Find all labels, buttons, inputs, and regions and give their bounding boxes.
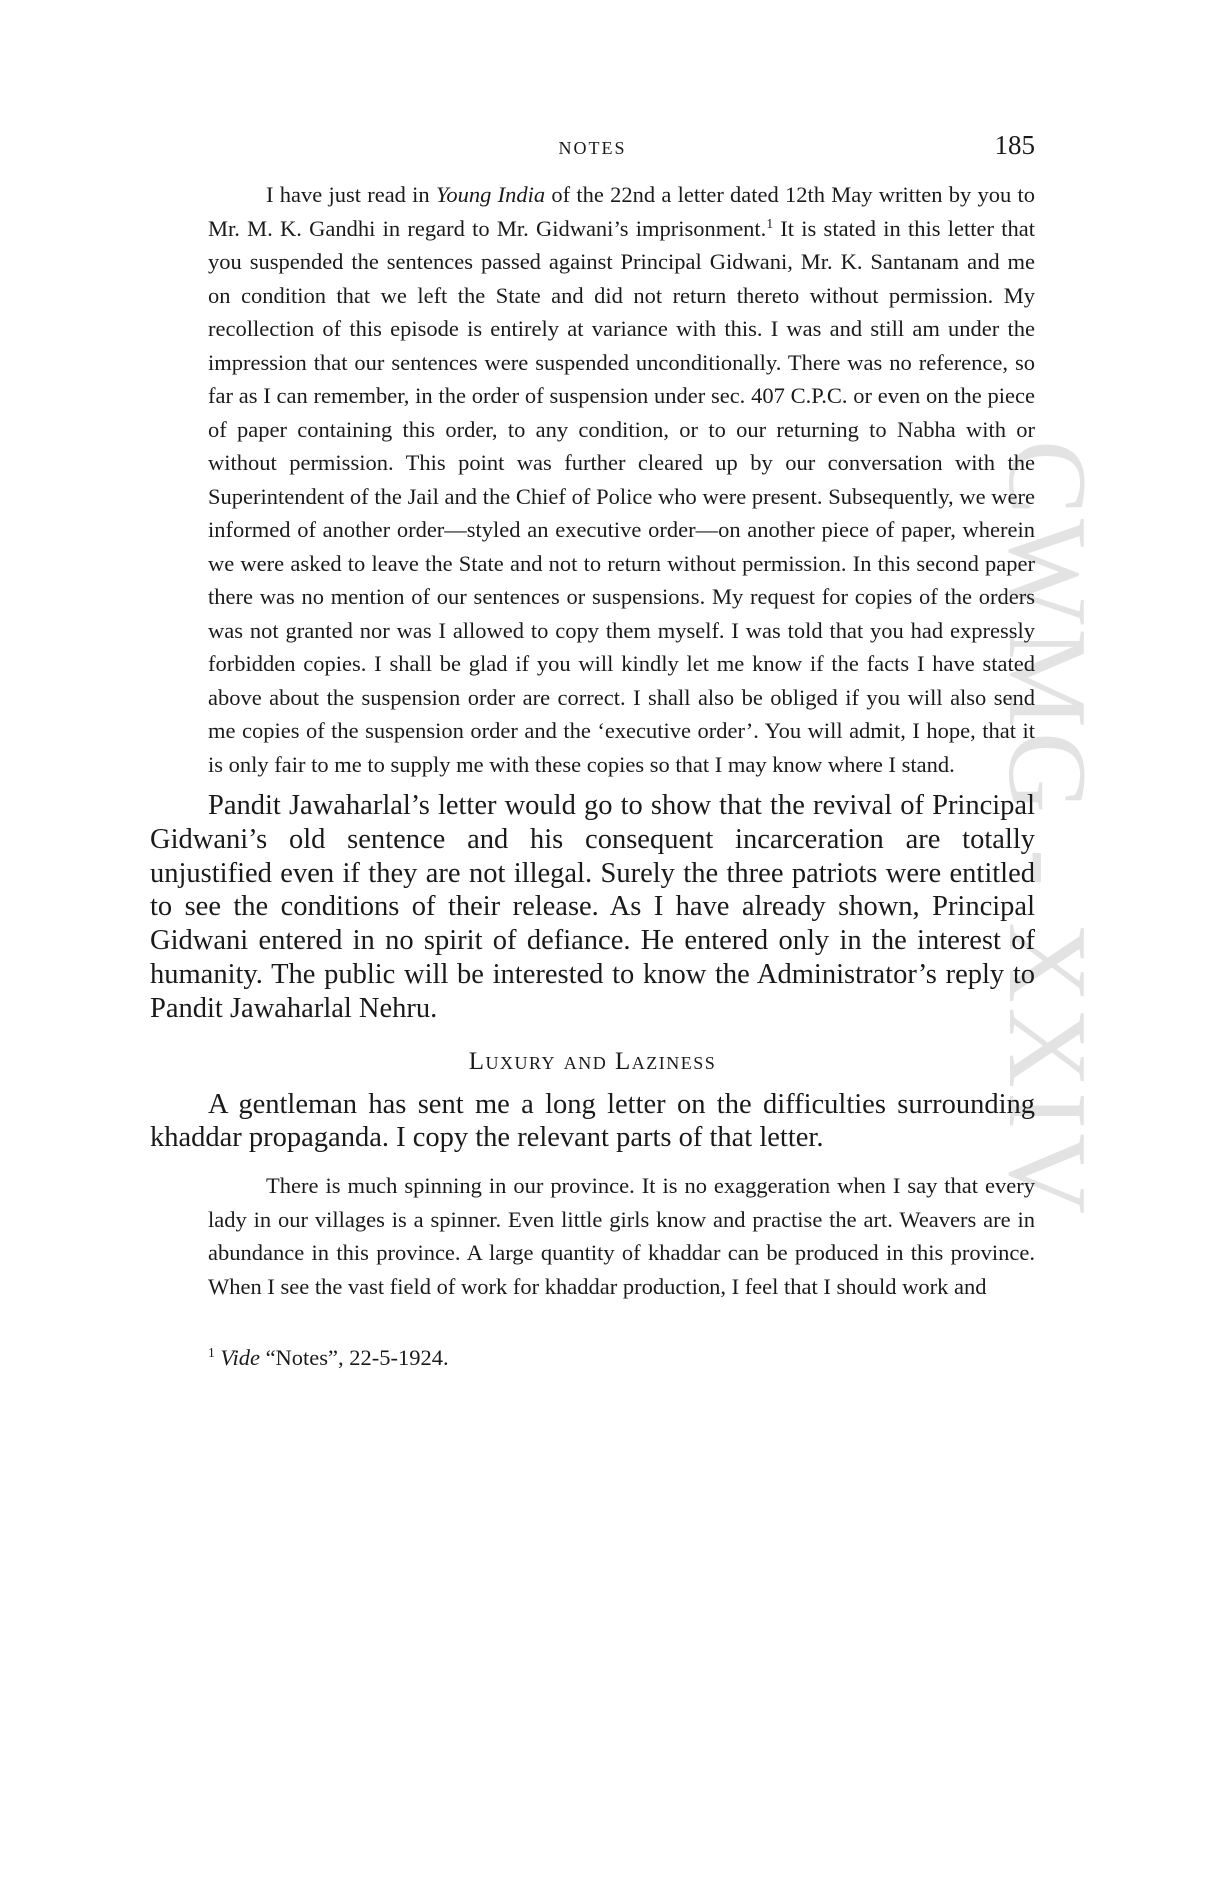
page-number: 185 — [994, 130, 1035, 160]
footnote-reference: 1 — [766, 215, 774, 231]
running-head — [150, 120, 1035, 164]
body-paragraph-1: Pandit Jawaharlal’s letter would go to show that the revival of Principal Gidwani’s old sentence and his consequent incarceration are totally unjustified even if they are not illegal. Surely the three patriots were entitled to see the conditions of their release. As I have already shown, Principal Gidwani entered in no spirit of defiance. He entered only in the interest of humanity. The public will be interested to know the Administrator’s reply to Pandit Jawaharlal Nehru. — [150, 790, 1035, 1024]
body-paragraph-2: A gentleman has sent me a long letter on the difficulties surrounding khaddar propaganda. I copy the relevant parts of that letter. — [150, 1088, 1035, 1154]
publication-title: Young India — [435, 182, 546, 207]
letter-quote-after-title: of the 22nd a letter dated 12th May written by you to Mr. M. K. Gandhi in regard to Mr. Gidwani’s imprisonment. — [208, 182, 1035, 241]
footnote-text: “Notes”, 22-5-1924. — [259, 1345, 449, 1371]
second-quote: There is much spinning in our province. It is no exaggeration when I say that every lady in our villages is a spinner. Even little girls know and practise the art. Weavers are in abundance in this province. A large quantity of khaddar can be produced in this province. When I see the vast field of work for khaddar production, I feel that I should work and — [208, 1173, 1035, 1299]
letter-quote-text — [208, 178, 1035, 781]
running-title: NOTES — [558, 138, 627, 158]
watermark-text: CWMG - XXIV — [985, 440, 1109, 1219]
letter-quote-rest: It is stated in this letter that you suspended the sentences passed against Principal Gidwani, Mr. K. Santanam and me on condition that we left the State and did not return thereto without permission. My recollection of this episode is entirely at variance with this. I was and still am under the impression that our sentences were suspended unconditionally. There was no reference, so far as I can remember, in the order of suspension under sec. 407 C.P.C. or even on the piece of paper containing this order, to any condition, or to our returning to Nabha with or without permission. This point was further cleared up by our conversation with the Superintendent of the Jail and the Chief of Police who were present. Subsequently, we were informed of another order—styled an executive order—on another piece of paper, wherein we were asked to leave the State and not to return without permission. In this second paper there was no mention of our sentences or suspensions. My request for copies of the orders was not granted nor was I allowed to copy them myself. I was told that you had expressly forbidden copies. I shall be glad if you will kindly let me know if the facts I have stated above about the suspension order are correct. I shall also be obliged if you will also send me copies of the suspension order and the ‘executive order’. You will admit, I hope, that it is only fair to me to supply me with these copies so that I may know where I stand. — [208, 215, 1035, 777]
letter-quote — [208, 178, 1035, 781]
footnote-italic: Vide — [220, 1345, 260, 1371]
letter-quote-before-title: I have just read in — [266, 182, 436, 207]
section-heading: Luxury and Laziness — [468, 1047, 717, 1075]
footnote-marker: 1 — [208, 1345, 215, 1361]
page — [150, 120, 1035, 1373]
footnote — [208, 1343, 1035, 1373]
